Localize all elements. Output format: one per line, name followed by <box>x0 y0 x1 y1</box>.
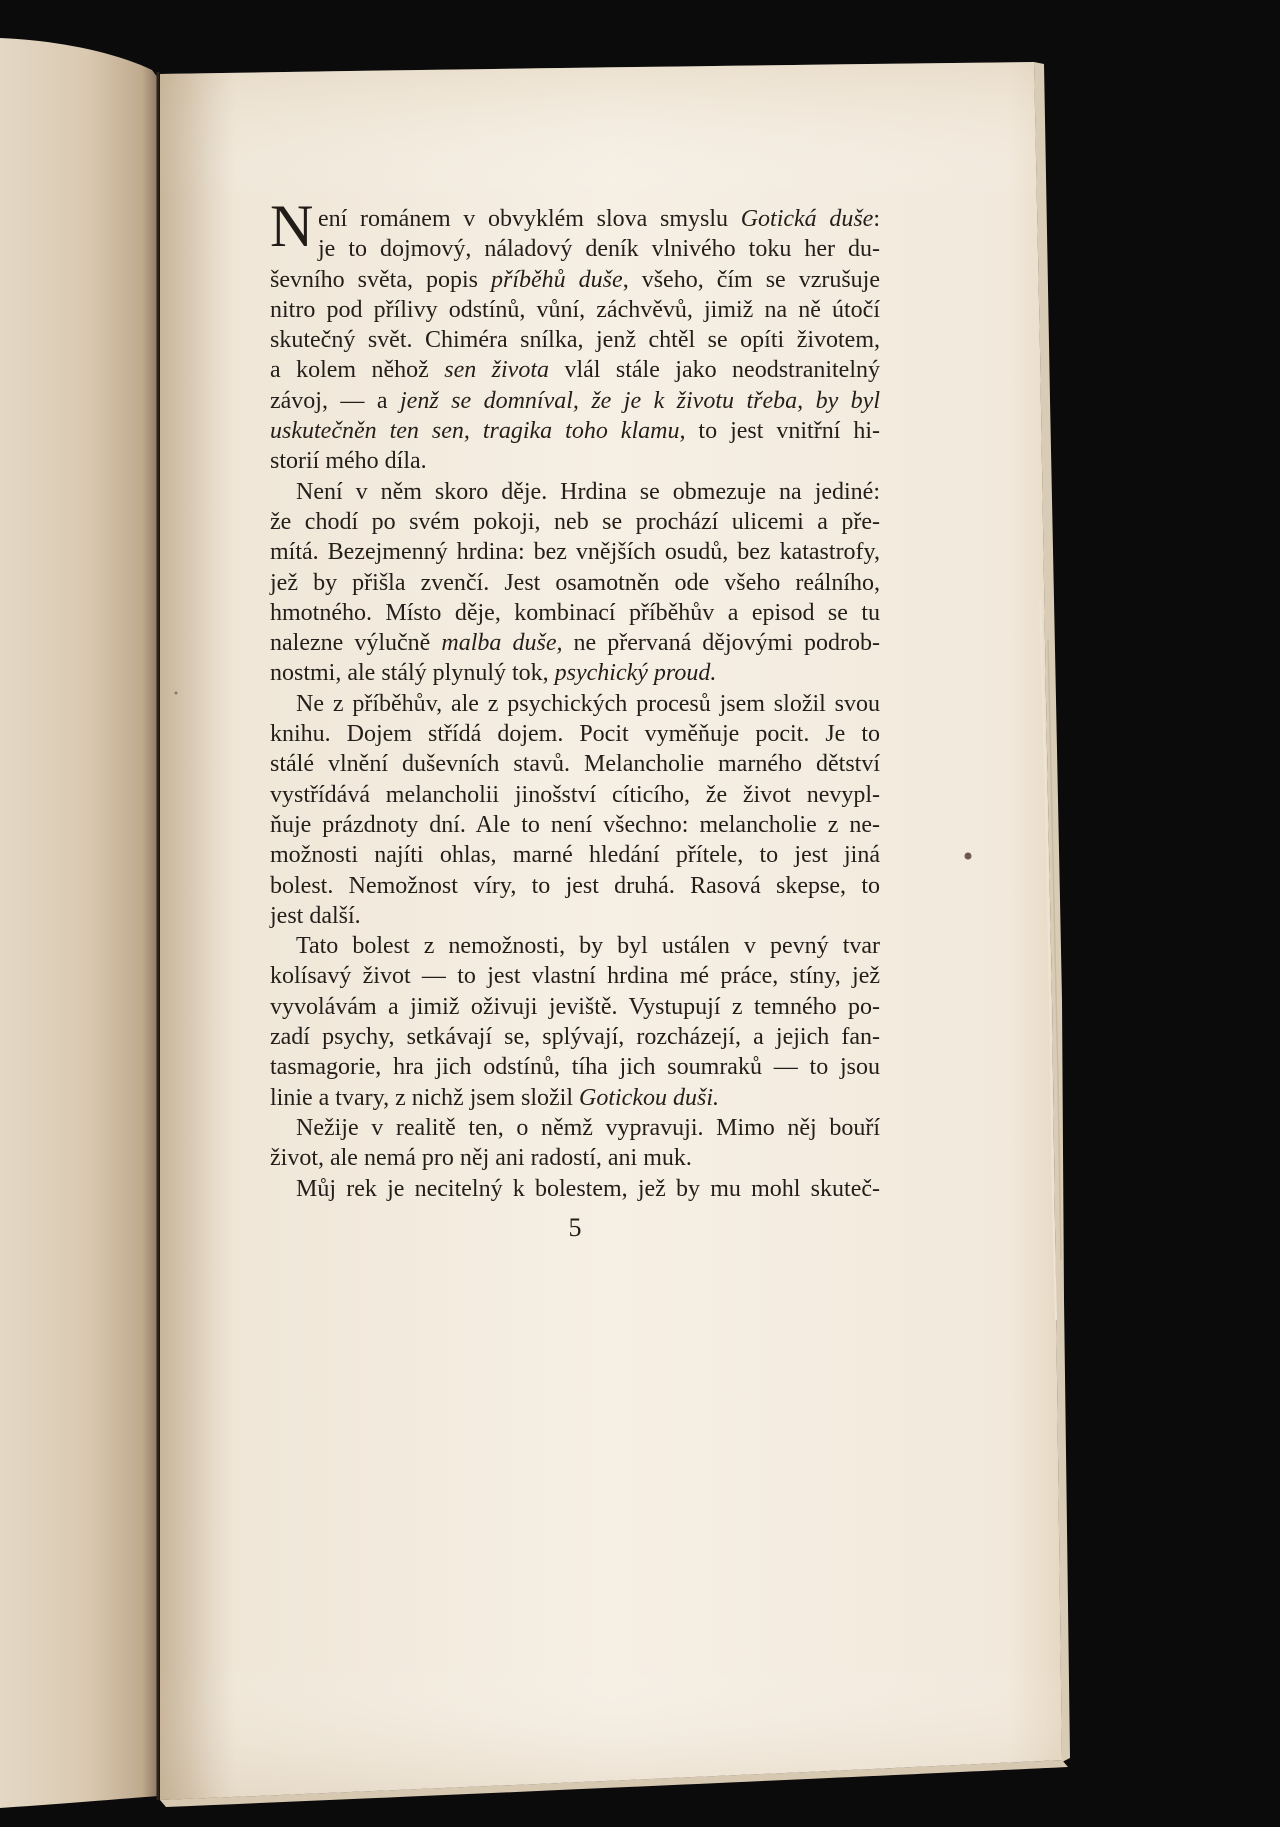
text-line <box>270 689 880 719</box>
italic-text-segment: příběhů duše <box>491 266 623 293</box>
paragraph <box>270 1113 880 1174</box>
text-line <box>270 961 880 991</box>
text-line <box>270 1052 880 1082</box>
text-segment: život, ale nemá pro něj ani radostí, ani muk. <box>270 1145 692 1172</box>
text-segment: Nežije v realitě ten, o němž vypravuji. Mimo něj bouří <box>296 1114 880 1141</box>
text-line <box>270 840 880 870</box>
text-line <box>270 507 880 537</box>
text-segment: že chodí po svém pokoji, neb se prochází ulicemi a pře- <box>270 508 880 535</box>
text-line <box>270 1143 880 1173</box>
paragraph <box>270 689 880 931</box>
text-line <box>270 901 880 931</box>
text-segment: nalezne výlučně <box>270 630 442 657</box>
text-segment: zadí psychy, setkávají se, splývají, rozcházejí, a jejich fan- <box>270 1024 880 1051</box>
text-segment: kolísavý život — to jest vlastní hrdina mé práce, stíny, jež <box>270 963 880 990</box>
text-line <box>270 1113 880 1143</box>
text-line <box>270 355 880 385</box>
text-segment: to jest vnitřní hi- <box>685 418 881 445</box>
text-segment: ení románem v obvyklém slova smyslu <box>318 206 741 232</box>
spine-shadow <box>160 73 235 1800</box>
text-line <box>270 386 880 416</box>
text-line <box>270 871 880 901</box>
text-segment: tasmagorie, hra jich odstínů, tíha jich soumraků — to jsou <box>270 1054 880 1081</box>
paragraph <box>270 477 880 689</box>
text-segment: bolest. Nemožnost víry, to jest druhá. Rasová skepse, to <box>270 872 880 899</box>
italic-text-segment: sen života <box>444 357 550 384</box>
text-line <box>270 265 880 295</box>
text-segment: Tato bolest z nemožnosti, by byl ustálen v pevný tvar <box>296 933 880 960</box>
text-segment: možnosti najíti ohlas, marné hledání přítele, to jest jiná <box>270 842 880 869</box>
paragraph <box>270 193 881 477</box>
text-segment: jest další. <box>270 902 361 929</box>
text-line <box>270 295 880 325</box>
text-segment: nostmi, ale stálý plynulý tok, <box>270 660 555 687</box>
page-number: 5 <box>568 1212 582 1242</box>
text-segment: je to dojmový, náladový deník vlnivého toku her du- <box>318 236 880 263</box>
text-segment: vlál stále jako neodstranitelný <box>549 357 880 384</box>
italic-text-segment: psychický proud. <box>554 660 717 687</box>
text-segment: Můj rek je necitelný k bolestem, jež by mu mohl skuteč- <box>296 1175 880 1202</box>
text-segment: stálé vlnění duševních stavů. Melancholie marného dětství <box>270 751 880 778</box>
text-segment: a kolem něhož <box>270 357 445 384</box>
italic-text-segment: Gotickou duši. <box>579 1084 719 1111</box>
text-line <box>270 992 880 1022</box>
text-line <box>270 749 880 779</box>
text-segment: ňuje prázdnoty dní. Ale to není všechno: melancholie z ne- <box>270 811 880 838</box>
drop-cap: N <box>270 193 314 259</box>
text-block <box>270 193 881 1243</box>
text-line <box>270 537 880 567</box>
text-segment: ševního světa, popis <box>270 266 492 293</box>
text-line <box>270 598 880 628</box>
text-line <box>270 1022 880 1052</box>
italic-text-segment: jenž se domníval, že je k životu třeba, by byl <box>400 387 881 414</box>
text-segment: závoj, — a <box>270 387 400 414</box>
italic-text-segment: uskutečněn ten sen, tragika toho klamu, <box>270 418 686 445</box>
text-line <box>270 810 880 840</box>
text-segment: jež by přišla zvenčí. Jest osamotněn ode všeho reálního, <box>270 569 880 596</box>
text-segment: mítá. Bezejmenný hrdina: bez vnějších osudů, bez katastrofy, <box>270 539 880 566</box>
text-segment: skutečný svět. Chiméra snílka, jenž chtěl se opíti životem, <box>270 327 880 354</box>
page-speck <box>175 692 178 695</box>
text-segment: storií mého díla. <box>270 448 427 475</box>
text-line <box>270 1174 880 1204</box>
text-line <box>270 446 880 476</box>
text-line <box>270 416 880 446</box>
text-line <box>270 780 880 810</box>
text-segment: nitro pod přílivy odstínů, vůní, záchvěvů, jimiž na ně útočí <box>270 296 880 323</box>
text-segment: Ne z příběhův, ale z psychických procesů jsem složil svou <box>296 690 880 717</box>
text-line <box>270 1083 880 1113</box>
text-line <box>270 658 880 688</box>
text-line <box>270 628 880 658</box>
text-line <box>270 931 880 961</box>
italic-text-segment: Gotická duše <box>740 206 874 232</box>
text-segment: knihu. Dojem střídá dojem. Pocit vyměňuje pocit. Je to <box>270 721 880 748</box>
facing-page <box>0 38 158 1808</box>
text-segment: , všeho, čím se vzrušuje <box>622 266 881 293</box>
text-line <box>270 234 880 264</box>
text-line <box>270 204 880 234</box>
text-segment: vyvolávám a jimiž oživuji jeviště. Vystupují z temného po- <box>270 993 880 1020</box>
italic-text-segment: malba duše, <box>441 630 563 657</box>
text-line <box>270 719 880 749</box>
text-line <box>270 568 880 598</box>
text-segment: vystřídává melancholii jinošství cíticího, že život nevypl- <box>270 781 880 808</box>
paragraph <box>270 931 880 1113</box>
text-segment: hmotného. Místo děje, kombinací příběhův a episod se tu <box>270 599 880 626</box>
text-segment: linie a tvary, z nichž jsem složil <box>270 1084 580 1111</box>
page-speck <box>965 853 972 860</box>
text-line <box>270 325 880 355</box>
text-segment: Není v něm skoro děje. Hrdina se obmezuje na jediné: <box>296 478 880 505</box>
text-segment: : <box>873 206 881 232</box>
text-line <box>270 477 880 507</box>
text-segment: ne přervaná dějovými podrob- <box>562 630 881 657</box>
paragraph <box>270 1174 880 1204</box>
